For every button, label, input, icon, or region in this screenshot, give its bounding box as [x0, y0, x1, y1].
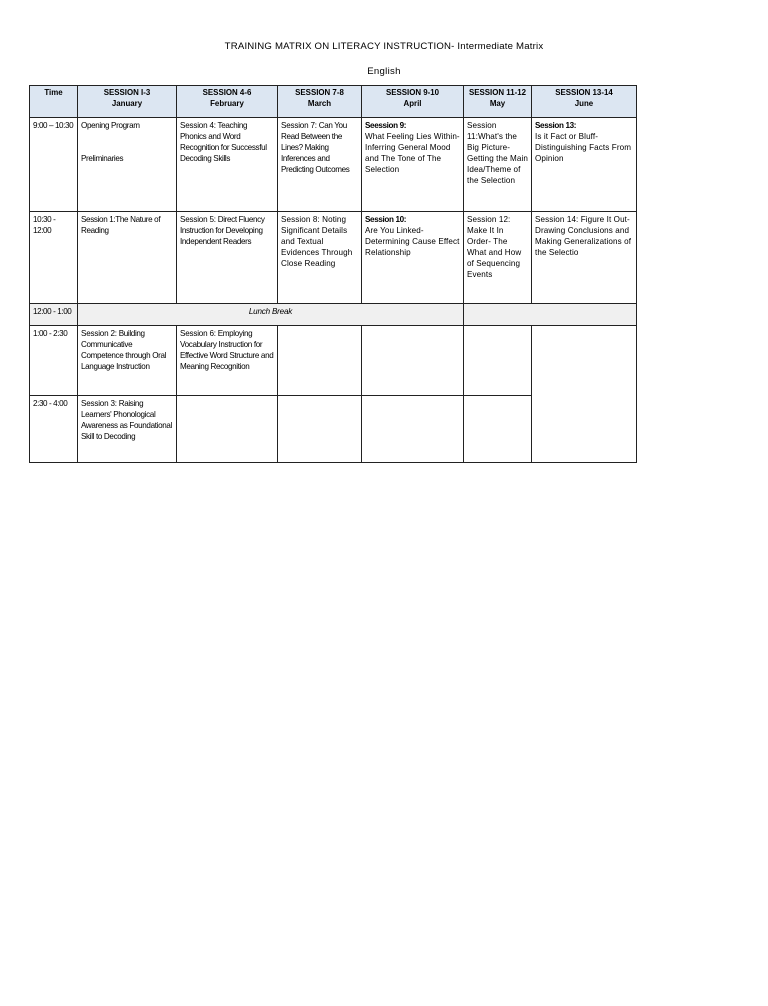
- session-title: Employing Vocabulary Instruction for Effective Word Structure and Meaning Recognition: [180, 329, 274, 371]
- session-title: What Feeling Lies Within- Inferring General Mood and The Tone of The Selection: [365, 132, 460, 174]
- time-cell: 12:00 - 1:00: [30, 304, 78, 326]
- header-session-4-6: [177, 86, 278, 118]
- cell-mar-row2: Session 8: Noting Significant Details and Textual Evidences Through Close Reading: [278, 212, 362, 304]
- table-row: [30, 304, 637, 326]
- cell-may-row1: Session 11:What's the Big Picture- Getting the Main Idea/Theme of the Selection: [464, 118, 532, 212]
- session-title: Teaching Phonics and Word Recognition for Successful Decoding Skills: [180, 121, 267, 163]
- header-month: May: [489, 99, 506, 108]
- cell-mar-row1: [278, 118, 362, 212]
- time-cell: 10:30 - 12:00: [30, 212, 78, 304]
- empty-cell: [464, 396, 532, 463]
- header-label: SESSION 7-8: [295, 88, 344, 97]
- cell-jan-row5: [78, 396, 177, 463]
- session-title: Raising Learners' Phonological Awareness as Foundational Skill to Decoding: [81, 399, 172, 441]
- header-label: SESSION 4-6: [202, 88, 252, 97]
- header-session-9-10: [362, 86, 464, 118]
- document-subtitle: English: [367, 66, 401, 77]
- header-label: SESSION 9-10: [385, 88, 440, 97]
- header-month: February: [210, 99, 244, 108]
- empty-cell: [464, 326, 532, 396]
- session-label: Session 10:: [365, 215, 407, 224]
- session-title: Is it Fact or Bluff- Distinguishing Facts From Opinion: [535, 132, 632, 163]
- lunch-break-cell: Lunch Break: [78, 304, 464, 326]
- empty-cell: [177, 396, 278, 463]
- session-title: Are You Linked- Determining Cause Effect Relationship: [365, 226, 460, 257]
- cell-apr-row2: [362, 212, 464, 304]
- session-title: Building Communicative Competence through Oral Language Instruction: [81, 329, 167, 371]
- table-row: [30, 118, 637, 212]
- empty-cell: [278, 326, 362, 396]
- cell-jun-row1: [532, 118, 637, 212]
- time-cell: 1:00 - 2:30: [30, 326, 78, 396]
- header-month: April: [403, 99, 422, 108]
- header-month: June: [574, 99, 594, 108]
- header-session-1-3: [78, 86, 177, 118]
- header-label: SESSION 11-12: [468, 88, 527, 97]
- session-label: Session 13:: [535, 121, 577, 130]
- session-label: Session 5:: [180, 215, 216, 224]
- time-cell: 9:00 – 10:30: [30, 118, 78, 212]
- cell-feb-row4: [177, 326, 278, 396]
- session-label: Session 7:: [281, 121, 317, 130]
- header-month: March: [307, 99, 332, 108]
- cell-text: Opening Program: [81, 121, 140, 130]
- header-label: Time: [44, 88, 63, 97]
- empty-cell: [278, 396, 362, 463]
- cell-jun-row2: Session 14: Figure It Out-Drawing Conclusions and Making Generalizations of the Selectio: [532, 212, 637, 304]
- cell-apr-row1: [362, 118, 464, 212]
- cell-text: Preliminaries: [81, 154, 124, 163]
- empty-cell: [464, 304, 637, 326]
- table-row: [30, 212, 637, 304]
- header-label: SESSION 13-14: [555, 88, 613, 97]
- cell-feb-row1: [177, 118, 278, 212]
- session-label: Session 3:: [81, 399, 117, 408]
- empty-cell: [362, 326, 464, 396]
- session-label: Session 6:: [180, 329, 216, 338]
- cell-jan-row1: [78, 118, 177, 212]
- session-label: Session 4:: [180, 121, 216, 130]
- time-cell: 2:30 - 4:00: [30, 396, 78, 463]
- session-title: Direct Fluency Instruction for Developing Independent Readers: [180, 215, 265, 246]
- cell-jan-row2: Session 1:The Nature of Reading: [78, 212, 177, 304]
- training-matrix-table: [29, 85, 637, 463]
- header-session-13-14: [532, 86, 637, 118]
- document-title: TRAINING MATRIX ON LITERACY INSTRUCTION- Intermediate Matrix: [224, 41, 544, 52]
- header-session-11-12: [464, 86, 532, 118]
- header-time: [30, 86, 78, 118]
- header-month: January: [111, 99, 143, 108]
- empty-cell: [362, 396, 464, 463]
- empty-cell: [532, 326, 637, 463]
- session-label: Session 2:: [81, 329, 117, 338]
- cell-may-row2: Session 12: Make It In Order- The What and How of Sequencing Events: [464, 212, 532, 304]
- cell-jan-row4: [78, 326, 177, 396]
- table-row: [30, 326, 637, 396]
- session-title: Can You Read Between the Lines? Making Inferences and Predicting Outcomes: [281, 121, 350, 174]
- session-label: Seession 9:: [365, 121, 407, 130]
- header-label: SESSION I-3: [103, 88, 151, 97]
- header-row: [30, 86, 637, 118]
- cell-feb-row2: [177, 212, 278, 304]
- header-session-7-8: [278, 86, 362, 118]
